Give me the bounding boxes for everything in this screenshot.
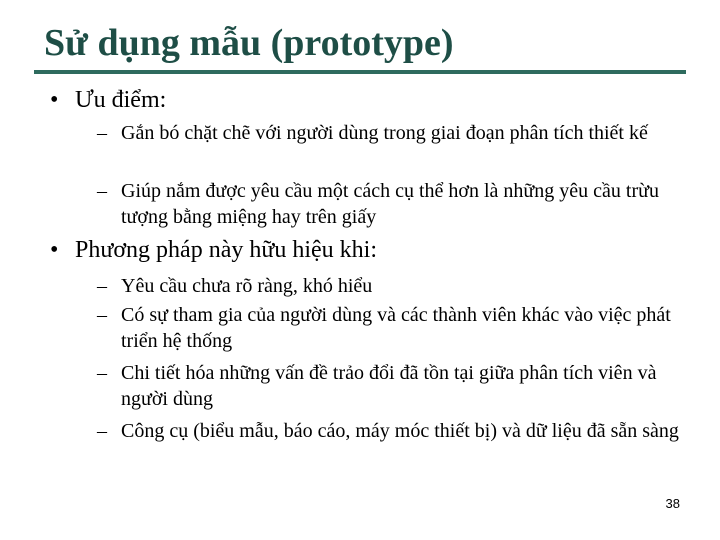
section-heading-text: Ưu điểm: xyxy=(75,87,167,113)
list-item xyxy=(97,360,687,412)
list-item xyxy=(97,302,687,354)
list-item xyxy=(97,273,687,299)
dash-icon: – xyxy=(97,180,107,202)
slide-title: Sử dụng mẫu (prototype) xyxy=(44,22,454,64)
dash-icon: – xyxy=(97,275,107,297)
page-number: 38 xyxy=(665,496,680,511)
dash-icon: – xyxy=(97,362,107,384)
list-item xyxy=(97,418,687,444)
list-item-text: Yêu cầu chưa rõ ràng, khó hiểu xyxy=(121,275,373,297)
list-item-text: Có sự tham gia của người dùng và các thành viên khác vào việc phát triển hệ thống xyxy=(121,304,671,352)
dash-icon: – xyxy=(97,304,107,326)
list-item-text: Chi tiết hóa những vấn đề trảo đổi đã tồn tại giữa phân tích viên và người dùng xyxy=(121,362,657,410)
dash-icon: – xyxy=(97,420,107,442)
bullet-icon: • xyxy=(50,87,59,113)
list-item xyxy=(97,178,687,230)
section-heading-text: Phương pháp này hữu hiệu khi: xyxy=(75,237,378,263)
list-item-text: Công cụ (biểu mẫu, báo cáo, máy móc thiết bị) và dữ liệu đã sẵn sàng xyxy=(121,420,679,442)
list-item xyxy=(97,120,687,146)
list-item-text: Giúp nắm được yêu cầu một cách cụ thể hơn là những yêu cầu trừu tượng bằng miệng hay trên giấy xyxy=(121,180,659,228)
bullet-icon: • xyxy=(50,237,59,263)
dash-icon: – xyxy=(97,122,107,144)
list-item-text: Gắn bó chặt chẽ với người dùng trong giai đoạn phân tích thiết kế xyxy=(121,122,648,144)
